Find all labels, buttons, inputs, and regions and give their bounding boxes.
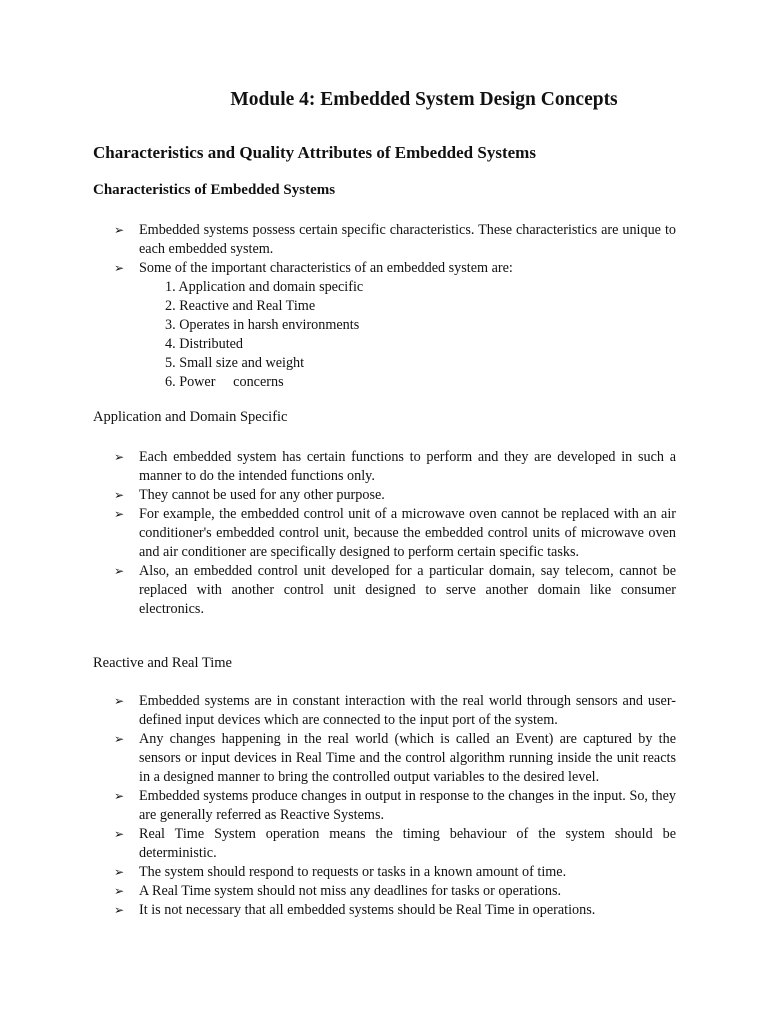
list-item: 1. Application and domain specific bbox=[165, 279, 364, 295]
bullet-text: Embedded systems are in constant interaction with the real world through sensors and user-defined input devices which are connected to the input port of the system. bbox=[139, 693, 676, 728]
list-item: 2. Reactive and Real Time bbox=[165, 298, 316, 314]
bullet-text: Also, an embedded control unit developed for a particular domain, say telecom, cannot be replaced with another control unit designed to serve another domain like consumer electronics. bbox=[139, 563, 676, 617]
list-item: 5. Small size and weight bbox=[165, 355, 305, 371]
list-item bbox=[0, 259, 676, 278]
bullet-text: The system should respond to requests or tasks in a known amount of time. bbox=[139, 864, 567, 880]
list-item bbox=[0, 505, 676, 562]
bullet-text: Embedded systems produce changes in output in response to the changes in the input. So, they are generally referred as Reactive Systems. bbox=[139, 788, 676, 823]
list-item: 6. Power concerns bbox=[165, 374, 284, 390]
list-item bbox=[0, 825, 676, 863]
list-item bbox=[0, 448, 676, 486]
list-item bbox=[0, 787, 676, 825]
list-item: 3. Operates in harsh environments bbox=[165, 317, 360, 333]
application-bullet-list bbox=[0, 448, 768, 619]
list-item bbox=[0, 882, 676, 901]
list-item bbox=[0, 221, 676, 259]
arrow-bullet-icon: ➢ bbox=[114, 903, 125, 917]
section-title-application: Application and Domain Specific bbox=[93, 409, 288, 425]
arrow-bullet-icon: ➢ bbox=[114, 223, 125, 237]
reactive-bullet-list bbox=[0, 692, 768, 920]
arrow-bullet-icon: ➢ bbox=[114, 450, 125, 464]
list-item: 4. Distributed bbox=[165, 336, 244, 352]
list-item bbox=[0, 486, 676, 505]
arrow-bullet-icon: ➢ bbox=[114, 694, 125, 708]
arrow-bullet-icon: ➢ bbox=[114, 789, 125, 803]
arrow-bullet-icon: ➢ bbox=[114, 865, 125, 879]
bullet-text: Real Time System operation means the timing behaviour of the system should be deterministic. bbox=[139, 826, 676, 861]
section-heading: Characteristics and Quality Attributes of Embedded Systems bbox=[93, 143, 536, 162]
list-item bbox=[0, 863, 676, 882]
intro-bullet-list bbox=[0, 221, 768, 278]
page-title: Module 4: Embedded System Design Concepts bbox=[230, 89, 618, 110]
arrow-bullet-icon: ➢ bbox=[114, 507, 125, 521]
list-item bbox=[0, 692, 676, 730]
bullet-text: It is not necessary that all embedded systems should be Real Time in operations. bbox=[139, 902, 596, 918]
list-item bbox=[0, 562, 676, 619]
arrow-bullet-icon: ➢ bbox=[114, 732, 125, 746]
characteristics-list bbox=[0, 278, 768, 392]
arrow-bullet-icon: ➢ bbox=[114, 827, 125, 841]
arrow-bullet-icon: ➢ bbox=[114, 884, 125, 898]
arrow-bullet-icon: ➢ bbox=[114, 564, 125, 578]
arrow-bullet-icon: ➢ bbox=[114, 488, 125, 502]
bullet-text: A Real Time system should not miss any deadlines for tasks or operations. bbox=[139, 883, 562, 899]
subsection-heading: Characteristics of Embedded Systems bbox=[93, 182, 336, 198]
bullet-text: Each embedded system has certain functions to perform and they are developed in such a manner to do the intended functions only. bbox=[139, 449, 676, 484]
bullet-text: For example, the embedded control unit of a microwave oven cannot be replaced with an air conditioner's embedded control unit, because the embedded control units of microwave oven and air conditioner are specifically designed to perform certain specific tasks. bbox=[139, 506, 676, 560]
bullet-text: They cannot be used for any other purpose. bbox=[139, 487, 385, 503]
bullet-text: Some of the important characteristics of an embedded system are: bbox=[139, 260, 513, 276]
bullet-text: Embedded systems possess certain specific characteristics. These characteristics are unique to each embedded system. bbox=[139, 222, 676, 257]
list-item bbox=[0, 901, 676, 920]
section-title-reactive: Reactive and Real Time bbox=[93, 655, 232, 671]
bullet-text: Any changes happening in the real world (which is called an Event) are captured by the sensors or input devices in Real Time and the control algorithm running inside the unit reacts in a designed manner to bring the controlled output variables to the desired level. bbox=[139, 731, 676, 785]
list-item bbox=[0, 730, 676, 787]
arrow-bullet-icon: ➢ bbox=[114, 261, 125, 275]
